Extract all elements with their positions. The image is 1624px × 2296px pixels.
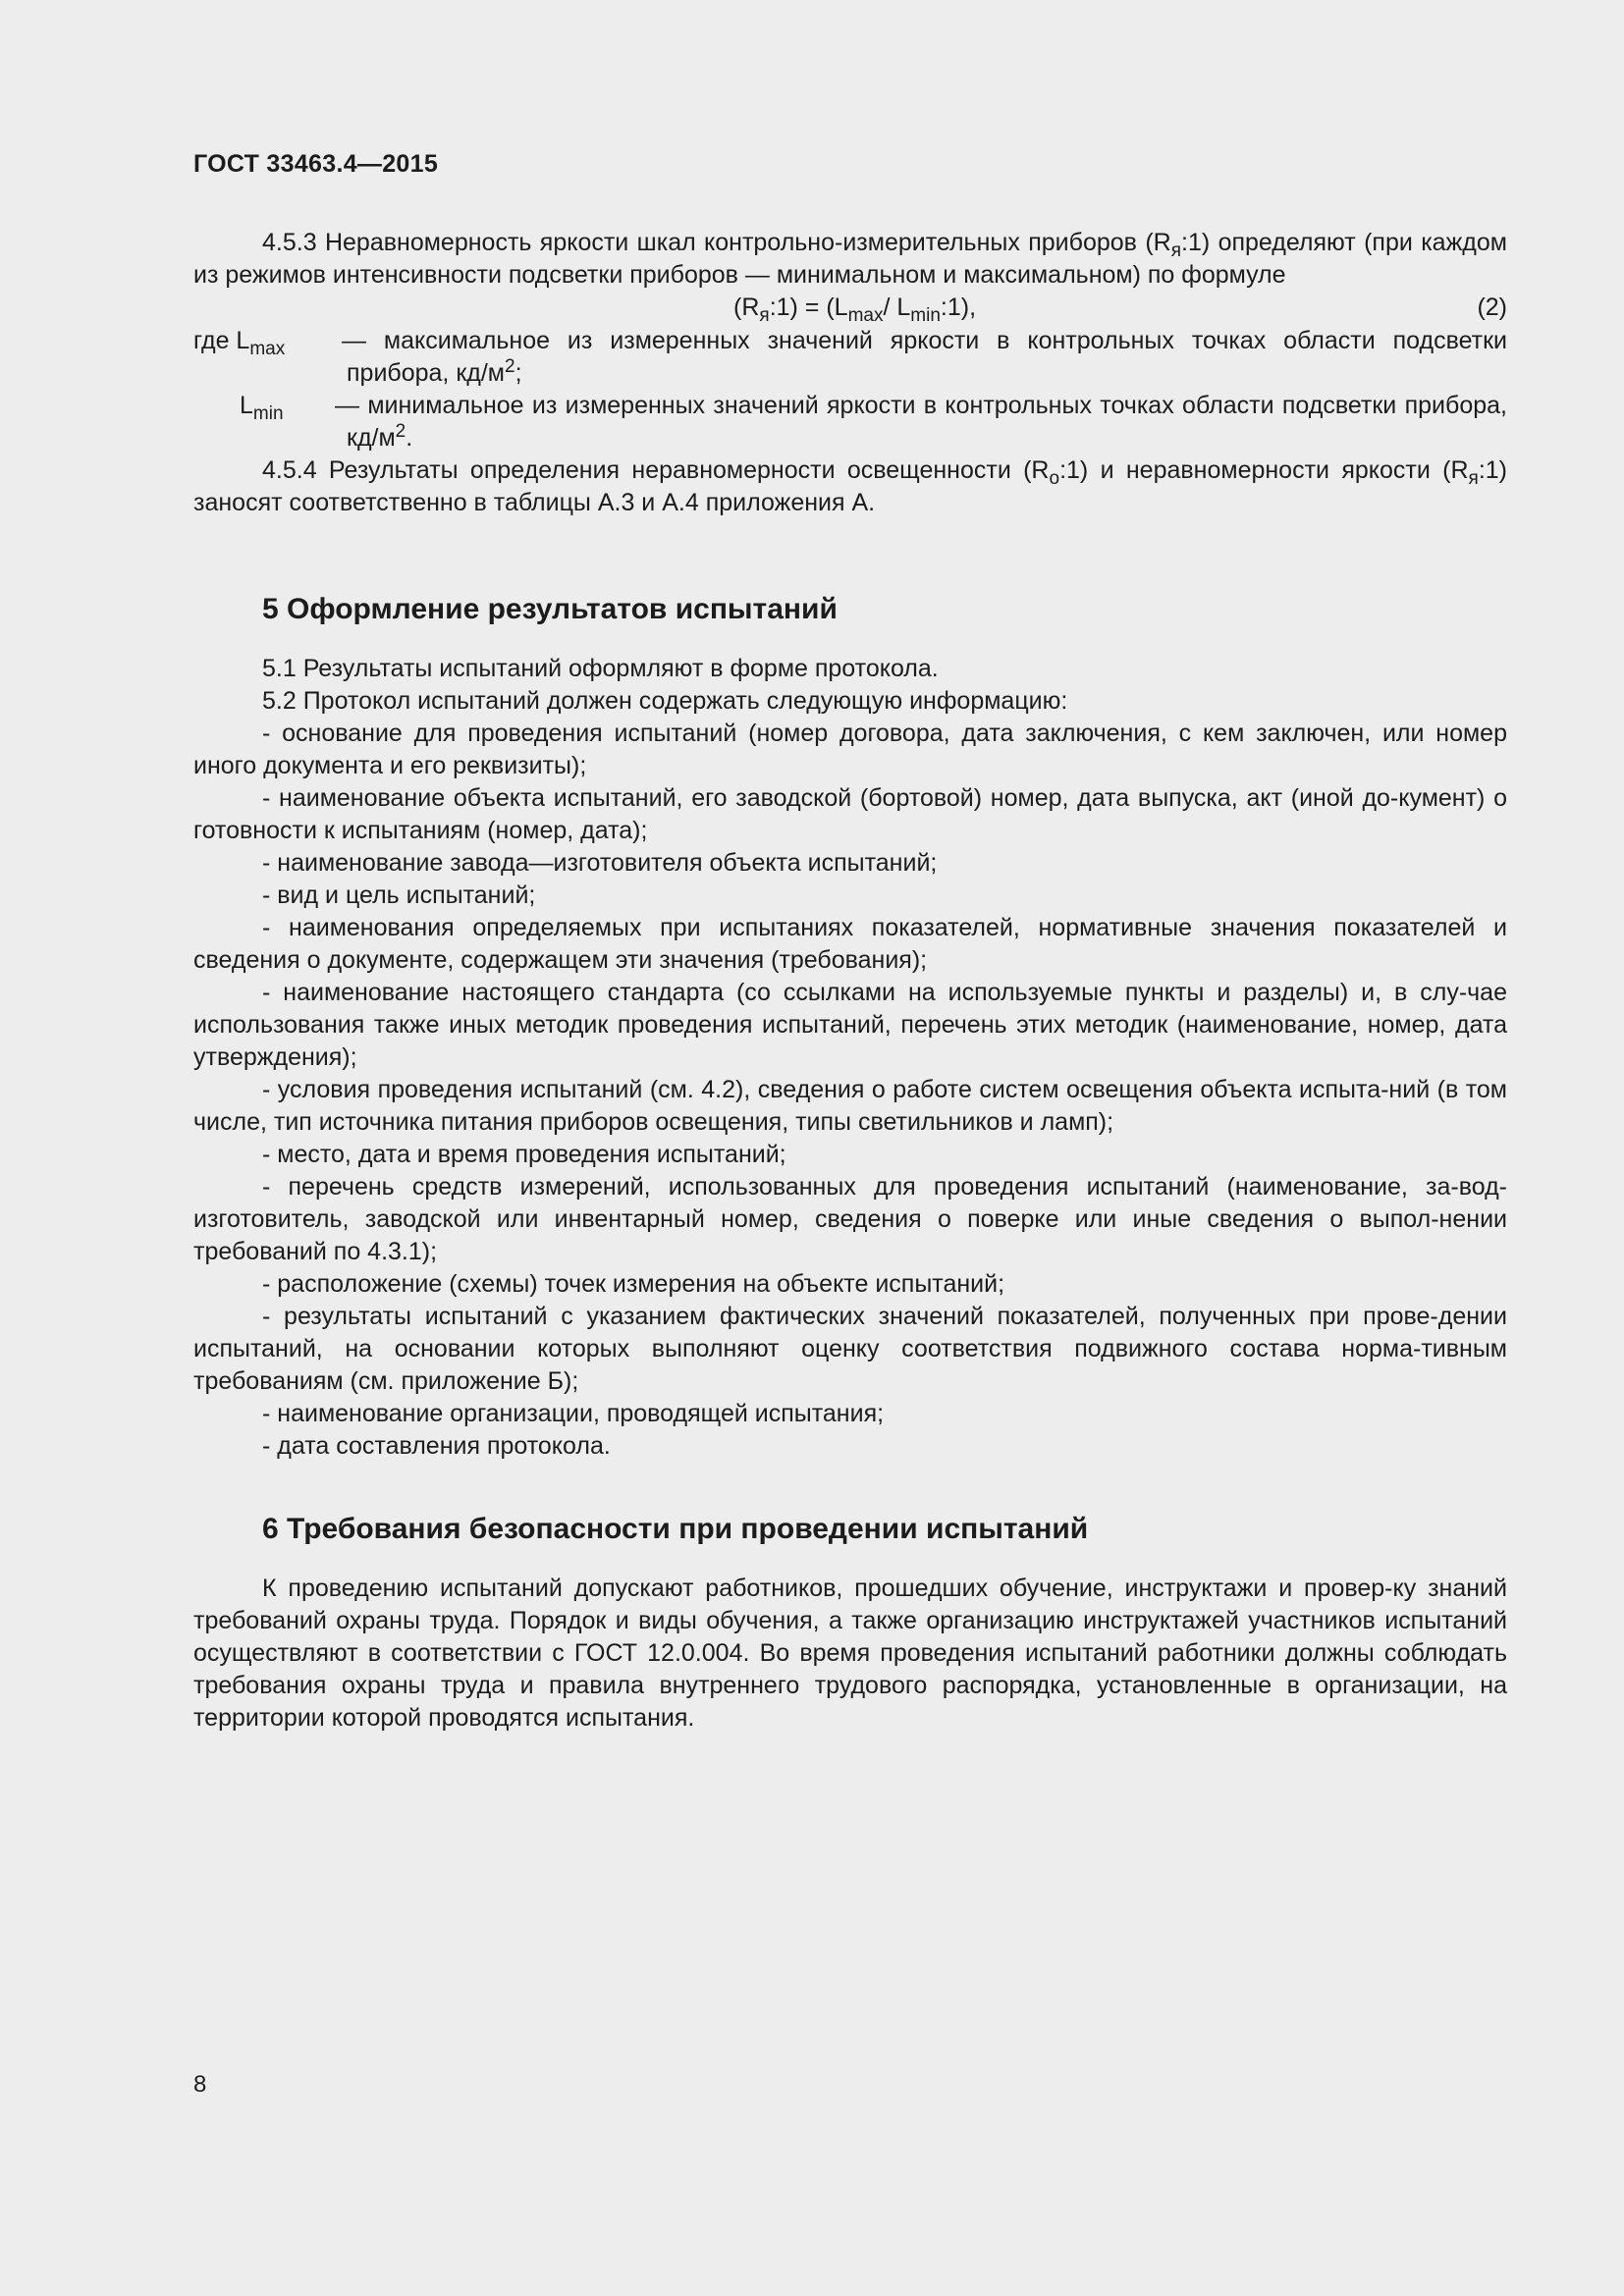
clauses-4-5-block <box>193 227 1507 519</box>
definition-lmin-text: — минимальное из измеренных значений яркости в контрольных точках области подсветки прибора, $кд/м^2$. <box>335 392 1507 452</box>
document-code-header: ГОСТ 33463.4—2015 <box>193 150 439 178</box>
definition-lmax-text: — максимальное из измеренных значений яркости в контрольных точках области подсветки прибора, $кд/м^2$; <box>342 327 1507 387</box>
definition-lmax <box>193 325 1507 390</box>
clause-4-5-3: 4.5.3 Неравномерность яркости шкал контрольно-измерительных приборов $(R_я:1)$ определяют (при каждом из режимов интенсивности подсветки приборов — минимальном и максимальном) по формуле <box>193 229 1507 289</box>
section-5-list-item: - наименования определяемых при испытаниях показателей, нормативные значения показателей и сведения о документе, содержащем эти значения (требования); <box>193 914 1507 974</box>
section-5-list-item: - наименование настоящего стандарта (со ссылками на используемые пункты и разделы) и, в слу-чае использования также иных методик проведения испытаний, перечень этих методик (наименование, номер, дата утверждения); <box>193 979 1507 1071</box>
section-5-list-item: - наименование завода—изготовителя объекта испытаний; <box>262 849 938 877</box>
section-5-list-item: - дата составления протокола. <box>262 1432 611 1460</box>
formula-number: (2) <box>1477 294 1507 321</box>
section-5-list-item: - основание для проведения испытаний (номер договора, дата заключения, с кем заключен, или номер иного документа и его реквизиты); <box>193 720 1507 779</box>
definition-lmin <box>193 390 1507 454</box>
section-5-paragraph: 5.2 Протокол испытаний должен содержать следующую информацию: <box>262 687 1068 715</box>
definition-lmin-symbol: $L_{min}$ <box>240 392 284 424</box>
section-6-title: 6 Требования безопасности при проведении испытаний <box>262 1513 1089 1545</box>
page-number: 8 <box>193 2071 207 2098</box>
section-5 <box>193 592 1507 1463</box>
section-5-paragraph: 5.1 Результаты испытаний оформляют в форме протокола. <box>262 655 939 682</box>
section-6 <box>193 1512 1507 1735</box>
definition-lmax-symbol: где $L_{max}$ <box>193 327 286 359</box>
clause-4-5-4: 4.5.4 Результаты определения неравномерности освещенности $(R_o:1)$ и неравномерности яркости $(R_я:1)$ заносят соответственно в таблицы А.3 и А.4 приложения А. <box>193 456 1507 516</box>
section-6-paragraph: К проведению испытаний допускают работников, прошедших обучение, инструктажи и провер-ку знаний требований охраны труда. Порядок и виды обучения, а также организацию инструктажей участников испытаний осуществляют в соответствии с ГОСТ 12.0.004. Во время проведения испытаний работники должны соблюдать требования охраны труда и правила внутреннего трудового распорядка, установленные в организации, на территории которой проводятся испытания. <box>193 1575 1507 1732</box>
formula-expression: $(R_я:1) = (L_{max}/$ $L_{min}:1$), <box>733 294 977 326</box>
section-5-list-item: - перечень средств измерений, использованных для проведения испытаний (наименование, за-вод-изготовитель, заводской или инвентарный номер, сведения о поверке или иные сведения о выпол-нении требований по 4.3.1); <box>193 1173 1507 1265</box>
section-5-list-item: - наименование организации, проводящей испытания; <box>262 1400 885 1427</box>
section-5-list-item: - расположение (схемы) точек измерения на объекте испытаний; <box>262 1270 1005 1298</box>
section-5-list-item: - вид и цель испытаний; <box>262 881 536 909</box>
formula-2 <box>193 292 1507 324</box>
section-5-list-item: - наименование объекта испытаний, его заводской (бортовой) номер, дата выпуска, акт (иной до-кумент) о готовности к испытаниям (номер, дата); <box>193 784 1507 844</box>
section-5-list-item: - результаты испытаний с указанием фактических значений показателей, полученных при прове-дении испытаний, на основании которых выполняют оценку соответствия подвижного состава норма-тивным требованиям (см. приложение Б); <box>193 1303 1507 1395</box>
section-5-title: 5 Оформление результатов испытаний <box>262 593 838 625</box>
section-5-list-item: - условия проведения испытаний (см. 4.2), сведения о работе систем освещения объекта испыта-ний (в том числе, тип источника питания приборов освещения, типы светильников и ламп); <box>193 1076 1507 1136</box>
section-5-list-item: - место, дата и время проведения испытаний; <box>262 1141 786 1168</box>
